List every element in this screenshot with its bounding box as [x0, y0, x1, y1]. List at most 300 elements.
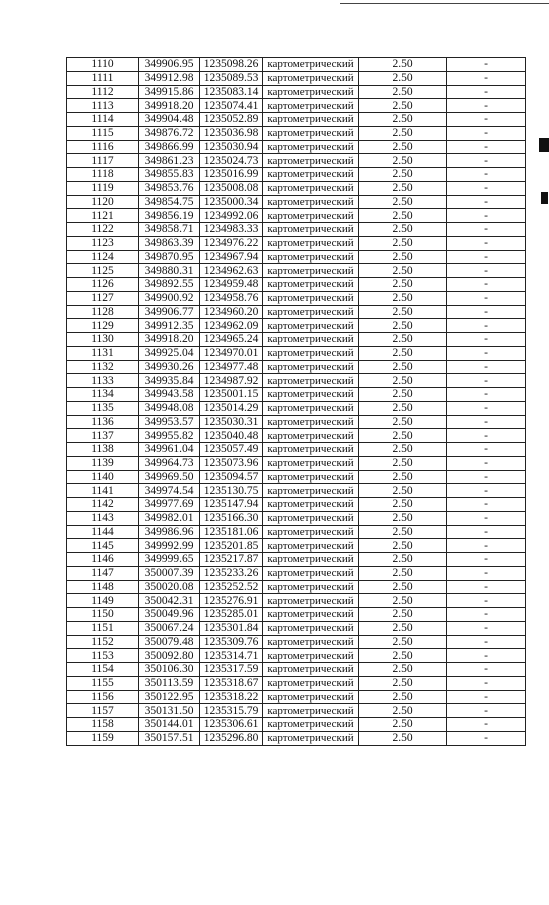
- y-coordinate-cell: 1235233.26: [200, 566, 263, 580]
- point-number-cell: 1132: [67, 360, 139, 374]
- method-cell: картометрический: [263, 126, 359, 140]
- table-row: [67, 250, 526, 264]
- description-cell: -: [447, 718, 526, 732]
- point-number-cell: 1139: [67, 456, 139, 470]
- accuracy-cell: 2.50: [359, 676, 447, 690]
- y-coordinate-cell: 1235306.61: [200, 718, 263, 732]
- x-coordinate-cell: 349974.54: [139, 484, 200, 498]
- point-number-cell: 1128: [67, 305, 139, 319]
- method-cell: картометрический: [263, 374, 359, 388]
- y-coordinate-cell: 1234977.48: [200, 360, 263, 374]
- description-cell: -: [447, 319, 526, 333]
- method-cell: картометрический: [263, 498, 359, 512]
- table-row: [67, 305, 526, 319]
- y-coordinate-cell: 1234967.94: [200, 250, 263, 264]
- x-coordinate-cell: 349986.96: [139, 525, 200, 539]
- point-number-cell: 1137: [67, 429, 139, 443]
- table-row: [67, 594, 526, 608]
- table-row: [67, 690, 526, 704]
- y-coordinate-cell: 1235000.34: [200, 195, 263, 209]
- y-coordinate-cell: 1235166.30: [200, 511, 263, 525]
- y-coordinate-cell: 1235024.73: [200, 154, 263, 168]
- method-cell: картометрический: [263, 195, 359, 209]
- method-cell: картометрический: [263, 401, 359, 415]
- accuracy-cell: 2.50: [359, 594, 447, 608]
- y-coordinate-cell: 1235008.08: [200, 181, 263, 195]
- accuracy-cell: 2.50: [359, 663, 447, 677]
- scan-edge-mark: [539, 138, 549, 152]
- table-row: [67, 388, 526, 402]
- method-cell: картометрический: [263, 415, 359, 429]
- method-cell: картометрический: [263, 140, 359, 154]
- table-row: [67, 319, 526, 333]
- table-row: [67, 553, 526, 567]
- x-coordinate-cell: 349866.99: [139, 140, 200, 154]
- method-cell: картометрический: [263, 470, 359, 484]
- y-coordinate-cell: 1235217.87: [200, 553, 263, 567]
- point-number-cell: 1150: [67, 608, 139, 622]
- description-cell: -: [447, 126, 526, 140]
- point-number-cell: 1142: [67, 498, 139, 512]
- y-coordinate-cell: 1235073.96: [200, 456, 263, 470]
- y-coordinate-cell: 1234958.76: [200, 291, 263, 305]
- description-cell: -: [447, 168, 526, 182]
- method-cell: картометрический: [263, 704, 359, 718]
- method-cell: картометрический: [263, 113, 359, 127]
- scan-edge-mark: [541, 192, 548, 204]
- x-coordinate-cell: 350079.48: [139, 635, 200, 649]
- method-cell: картометрический: [263, 58, 359, 72]
- y-coordinate-cell: 1235315.79: [200, 704, 263, 718]
- method-cell: картометрический: [263, 608, 359, 622]
- method-cell: картометрический: [263, 580, 359, 594]
- table-row: [67, 278, 526, 292]
- table-row: [67, 99, 526, 113]
- description-cell: -: [447, 429, 526, 443]
- x-coordinate-cell: 349912.35: [139, 319, 200, 333]
- accuracy-cell: 2.50: [359, 99, 447, 113]
- description-cell: -: [447, 181, 526, 195]
- x-coordinate-cell: 349856.19: [139, 209, 200, 223]
- method-cell: картометрический: [263, 85, 359, 99]
- description-cell: -: [447, 291, 526, 305]
- description-cell: -: [447, 580, 526, 594]
- method-cell: картометрический: [263, 333, 359, 347]
- method-cell: картометрический: [263, 209, 359, 223]
- table-row: [67, 291, 526, 305]
- table-row: [67, 731, 526, 745]
- method-cell: картометрический: [263, 718, 359, 732]
- point-number-cell: 1140: [67, 470, 139, 484]
- point-number-cell: 1151: [67, 621, 139, 635]
- y-coordinate-cell: 1235001.15: [200, 388, 263, 402]
- method-cell: картометрический: [263, 223, 359, 237]
- x-coordinate-cell: 350007.39: [139, 566, 200, 580]
- description-cell: -: [447, 236, 526, 250]
- table-row: [67, 401, 526, 415]
- description-cell: -: [447, 470, 526, 484]
- table-row: [67, 511, 526, 525]
- coordinates-table: [66, 57, 526, 746]
- method-cell: картометрический: [263, 154, 359, 168]
- description-cell: -: [447, 731, 526, 745]
- description-cell: -: [447, 608, 526, 622]
- y-coordinate-cell: 1234965.24: [200, 333, 263, 347]
- table-row: [67, 718, 526, 732]
- table-row: [67, 154, 526, 168]
- y-coordinate-cell: 1235130.75: [200, 484, 263, 498]
- accuracy-cell: 2.50: [359, 319, 447, 333]
- accuracy-cell: 2.50: [359, 278, 447, 292]
- method-cell: картометрический: [263, 168, 359, 182]
- x-coordinate-cell: 349904.48: [139, 113, 200, 127]
- y-coordinate-cell: 1234959.48: [200, 278, 263, 292]
- description-cell: -: [447, 525, 526, 539]
- accuracy-cell: 2.50: [359, 525, 447, 539]
- accuracy-cell: 2.50: [359, 649, 447, 663]
- y-coordinate-cell: 1235052.89: [200, 113, 263, 127]
- accuracy-cell: 2.50: [359, 113, 447, 127]
- y-coordinate-cell: 1235318.67: [200, 676, 263, 690]
- description-cell: -: [447, 305, 526, 319]
- method-cell: картометрический: [263, 635, 359, 649]
- x-coordinate-cell: 349880.31: [139, 264, 200, 278]
- accuracy-cell: 2.50: [359, 443, 447, 457]
- method-cell: картометрический: [263, 346, 359, 360]
- x-coordinate-cell: 350020.08: [139, 580, 200, 594]
- x-coordinate-cell: 349858.71: [139, 223, 200, 237]
- y-coordinate-cell: 1235147.94: [200, 498, 263, 512]
- table-row: [67, 470, 526, 484]
- table-row: [67, 126, 526, 140]
- description-cell: -: [447, 484, 526, 498]
- table-row: [67, 264, 526, 278]
- method-cell: картометрический: [263, 484, 359, 498]
- description-cell: -: [447, 566, 526, 580]
- table-row: [67, 85, 526, 99]
- accuracy-cell: 2.50: [359, 71, 447, 85]
- point-number-cell: 1155: [67, 676, 139, 690]
- accuracy-cell: 2.50: [359, 635, 447, 649]
- point-number-cell: 1154: [67, 663, 139, 677]
- y-coordinate-cell: 1235314.71: [200, 649, 263, 663]
- description-cell: -: [447, 388, 526, 402]
- description-cell: -: [447, 415, 526, 429]
- description-cell: -: [447, 85, 526, 99]
- y-coordinate-cell: 1234992.06: [200, 209, 263, 223]
- accuracy-cell: 2.50: [359, 470, 447, 484]
- accuracy-cell: 2.50: [359, 291, 447, 305]
- point-number-cell: 1157: [67, 704, 139, 718]
- point-number-cell: 1144: [67, 525, 139, 539]
- x-coordinate-cell: 349964.73: [139, 456, 200, 470]
- x-coordinate-cell: 350067.24: [139, 621, 200, 635]
- point-number-cell: 1123: [67, 236, 139, 250]
- accuracy-cell: 2.50: [359, 456, 447, 470]
- method-cell: картометрический: [263, 319, 359, 333]
- accuracy-cell: 2.50: [359, 154, 447, 168]
- table-row: [67, 223, 526, 237]
- accuracy-cell: 2.50: [359, 415, 447, 429]
- table-row: [67, 649, 526, 663]
- accuracy-cell: 2.50: [359, 305, 447, 319]
- accuracy-cell: 2.50: [359, 223, 447, 237]
- table-row: [67, 209, 526, 223]
- point-number-cell: 1146: [67, 553, 139, 567]
- point-number-cell: 1112: [67, 85, 139, 99]
- point-number-cell: 1111: [67, 71, 139, 85]
- x-coordinate-cell: 349925.04: [139, 346, 200, 360]
- accuracy-cell: 2.50: [359, 690, 447, 704]
- accuracy-cell: 2.50: [359, 264, 447, 278]
- description-cell: -: [447, 360, 526, 374]
- point-number-cell: 1126: [67, 278, 139, 292]
- x-coordinate-cell: 349977.69: [139, 498, 200, 512]
- x-coordinate-cell: 349948.08: [139, 401, 200, 415]
- point-number-cell: 1141: [67, 484, 139, 498]
- table-row: [67, 498, 526, 512]
- method-cell: картометрический: [263, 594, 359, 608]
- x-coordinate-cell: 350144.01: [139, 718, 200, 732]
- y-coordinate-cell: 1235201.85: [200, 539, 263, 553]
- x-coordinate-cell: 349953.57: [139, 415, 200, 429]
- method-cell: картометрический: [263, 649, 359, 663]
- accuracy-cell: 2.50: [359, 498, 447, 512]
- x-coordinate-cell: 349863.39: [139, 236, 200, 250]
- point-number-cell: 1149: [67, 594, 139, 608]
- y-coordinate-cell: 1235083.14: [200, 85, 263, 99]
- description-cell: -: [447, 635, 526, 649]
- accuracy-cell: 2.50: [359, 374, 447, 388]
- accuracy-cell: 2.50: [359, 209, 447, 223]
- description-cell: -: [447, 140, 526, 154]
- method-cell: картометрический: [263, 690, 359, 704]
- y-coordinate-cell: 1235030.94: [200, 140, 263, 154]
- table-row: [67, 195, 526, 209]
- y-coordinate-cell: 1234983.33: [200, 223, 263, 237]
- description-cell: -: [447, 346, 526, 360]
- table-row: [67, 236, 526, 250]
- description-cell: -: [447, 594, 526, 608]
- description-cell: -: [447, 58, 526, 72]
- x-coordinate-cell: 350042.31: [139, 594, 200, 608]
- method-cell: картометрический: [263, 566, 359, 580]
- method-cell: картометрический: [263, 236, 359, 250]
- accuracy-cell: 2.50: [359, 333, 447, 347]
- point-number-cell: 1138: [67, 443, 139, 457]
- description-cell: -: [447, 333, 526, 347]
- point-number-cell: 1152: [67, 635, 139, 649]
- accuracy-cell: 2.50: [359, 168, 447, 182]
- point-number-cell: 1143: [67, 511, 139, 525]
- method-cell: картометрический: [263, 443, 359, 457]
- point-number-cell: 1130: [67, 333, 139, 347]
- accuracy-cell: 2.50: [359, 140, 447, 154]
- description-cell: -: [447, 539, 526, 553]
- table-row: [67, 58, 526, 72]
- x-coordinate-cell: 349930.26: [139, 360, 200, 374]
- method-cell: картометрический: [263, 388, 359, 402]
- method-cell: картометрический: [263, 731, 359, 745]
- point-number-cell: 1115: [67, 126, 139, 140]
- x-coordinate-cell: 349861.23: [139, 154, 200, 168]
- description-cell: -: [447, 113, 526, 127]
- table-row: [67, 608, 526, 622]
- x-coordinate-cell: 349982.01: [139, 511, 200, 525]
- y-coordinate-cell: 1234987.92: [200, 374, 263, 388]
- point-number-cell: 1122: [67, 223, 139, 237]
- method-cell: картометрический: [263, 291, 359, 305]
- table-row: [67, 539, 526, 553]
- table-row: [67, 635, 526, 649]
- description-cell: -: [447, 498, 526, 512]
- y-coordinate-cell: 1235098.26: [200, 58, 263, 72]
- point-number-cell: 1159: [67, 731, 139, 745]
- point-number-cell: 1125: [67, 264, 139, 278]
- table-row: [67, 333, 526, 347]
- table-row: [67, 704, 526, 718]
- accuracy-cell: 2.50: [359, 718, 447, 732]
- y-coordinate-cell: 1235296.80: [200, 731, 263, 745]
- accuracy-cell: 2.50: [359, 58, 447, 72]
- accuracy-cell: 2.50: [359, 236, 447, 250]
- table-row: [67, 415, 526, 429]
- method-cell: картометрический: [263, 305, 359, 319]
- accuracy-cell: 2.50: [359, 126, 447, 140]
- y-coordinate-cell: 1234960.20: [200, 305, 263, 319]
- x-coordinate-cell: 349870.95: [139, 250, 200, 264]
- x-coordinate-cell: 349969.50: [139, 470, 200, 484]
- accuracy-cell: 2.50: [359, 181, 447, 195]
- method-cell: картометрический: [263, 456, 359, 470]
- x-coordinate-cell: 349892.55: [139, 278, 200, 292]
- point-number-cell: 1135: [67, 401, 139, 415]
- point-number-cell: 1131: [67, 346, 139, 360]
- point-number-cell: 1153: [67, 649, 139, 663]
- description-cell: -: [447, 195, 526, 209]
- x-coordinate-cell: 349900.92: [139, 291, 200, 305]
- point-number-cell: 1117: [67, 154, 139, 168]
- table-row: [67, 181, 526, 195]
- x-coordinate-cell: 349935.84: [139, 374, 200, 388]
- point-number-cell: 1118: [67, 168, 139, 182]
- description-cell: -: [447, 71, 526, 85]
- method-cell: картометрический: [263, 99, 359, 113]
- point-number-cell: 1116: [67, 140, 139, 154]
- y-coordinate-cell: 1235276.91: [200, 594, 263, 608]
- x-coordinate-cell: 349918.20: [139, 333, 200, 347]
- accuracy-cell: 2.50: [359, 250, 447, 264]
- y-coordinate-cell: 1235317.59: [200, 663, 263, 677]
- y-coordinate-cell: 1235285.01: [200, 608, 263, 622]
- x-coordinate-cell: 349999.65: [139, 553, 200, 567]
- accuracy-cell: 2.50: [359, 621, 447, 635]
- point-number-cell: 1134: [67, 388, 139, 402]
- x-coordinate-cell: 349992.99: [139, 539, 200, 553]
- method-cell: картометрический: [263, 525, 359, 539]
- y-coordinate-cell: 1235301.84: [200, 621, 263, 635]
- accuracy-cell: 2.50: [359, 388, 447, 402]
- x-coordinate-cell: 350131.50: [139, 704, 200, 718]
- table-row: [67, 580, 526, 594]
- point-number-cell: 1147: [67, 566, 139, 580]
- table-row: [67, 429, 526, 443]
- description-cell: -: [447, 663, 526, 677]
- accuracy-cell: 2.50: [359, 85, 447, 99]
- description-cell: -: [447, 456, 526, 470]
- table-row: [67, 676, 526, 690]
- accuracy-cell: 2.50: [359, 539, 447, 553]
- y-coordinate-cell: 1234976.22: [200, 236, 263, 250]
- x-coordinate-cell: 349906.77: [139, 305, 200, 319]
- point-number-cell: 1145: [67, 539, 139, 553]
- x-coordinate-cell: 350157.51: [139, 731, 200, 745]
- description-cell: -: [447, 401, 526, 415]
- description-cell: -: [447, 649, 526, 663]
- method-cell: картометрический: [263, 429, 359, 443]
- y-coordinate-cell: 1235040.48: [200, 429, 263, 443]
- description-cell: -: [447, 99, 526, 113]
- method-cell: картометрический: [263, 181, 359, 195]
- table-row: [67, 456, 526, 470]
- description-cell: -: [447, 676, 526, 690]
- y-coordinate-cell: 1235057.49: [200, 443, 263, 457]
- point-number-cell: 1129: [67, 319, 139, 333]
- point-number-cell: 1110: [67, 58, 139, 72]
- point-number-cell: 1119: [67, 181, 139, 195]
- point-number-cell: 1148: [67, 580, 139, 594]
- accuracy-cell: 2.50: [359, 553, 447, 567]
- x-coordinate-cell: 349855.83: [139, 168, 200, 182]
- y-coordinate-cell: 1235074.41: [200, 99, 263, 113]
- description-cell: -: [447, 553, 526, 567]
- table-row: [67, 374, 526, 388]
- accuracy-cell: 2.50: [359, 360, 447, 374]
- y-coordinate-cell: 1235014.29: [200, 401, 263, 415]
- method-cell: картометрический: [263, 511, 359, 525]
- x-coordinate-cell: 349912.98: [139, 71, 200, 85]
- method-cell: картометрический: [263, 621, 359, 635]
- table-row: [67, 140, 526, 154]
- y-coordinate-cell: 1234962.09: [200, 319, 263, 333]
- x-coordinate-cell: 350092.80: [139, 649, 200, 663]
- y-coordinate-cell: 1235252.52: [200, 580, 263, 594]
- x-coordinate-cell: 349943.58: [139, 388, 200, 402]
- accuracy-cell: 2.50: [359, 704, 447, 718]
- point-number-cell: 1124: [67, 250, 139, 264]
- x-coordinate-cell: 349854.75: [139, 195, 200, 209]
- table-row: [67, 443, 526, 457]
- point-number-cell: 1136: [67, 415, 139, 429]
- y-coordinate-cell: 1235309.76: [200, 635, 263, 649]
- accuracy-cell: 2.50: [359, 580, 447, 594]
- table-row: [67, 113, 526, 127]
- point-number-cell: 1133: [67, 374, 139, 388]
- table-row: [67, 346, 526, 360]
- x-coordinate-cell: 349906.95: [139, 58, 200, 72]
- method-cell: картометрический: [263, 663, 359, 677]
- description-cell: -: [447, 621, 526, 635]
- method-cell: картометрический: [263, 71, 359, 85]
- accuracy-cell: 2.50: [359, 195, 447, 209]
- point-number-cell: 1120: [67, 195, 139, 209]
- accuracy-cell: 2.50: [359, 484, 447, 498]
- y-coordinate-cell: 1235016.99: [200, 168, 263, 182]
- method-cell: картометрический: [263, 264, 359, 278]
- table-row: [67, 71, 526, 85]
- accuracy-cell: 2.50: [359, 608, 447, 622]
- description-cell: -: [447, 154, 526, 168]
